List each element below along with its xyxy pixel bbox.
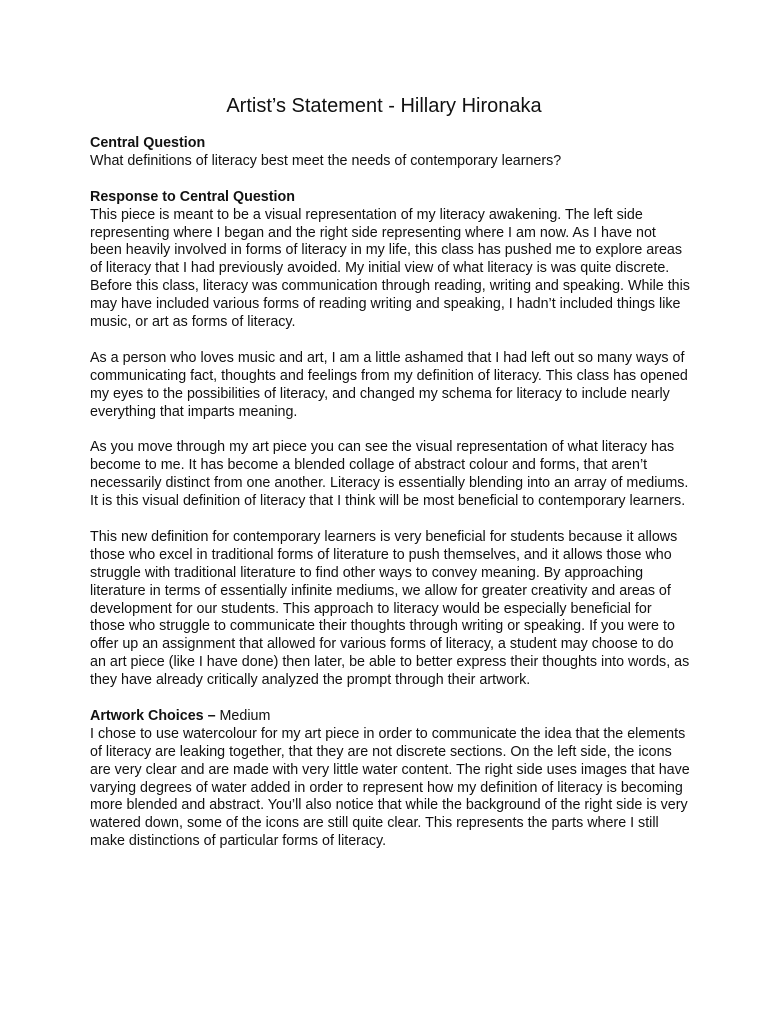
artwork-section [90,708,690,851]
central-question-text: What definitions of literacy best meet the needs of contemporary learners? [90,152,562,169]
artwork-heading [90,708,690,726]
response-paragraph: As a person who loves music and art, I am a little ashamed that I had left out so many ways of communicating fact, thoughts and feelings from my definition of literacy. This class has opened my eyes to the possibilities of literacy, and changed my schema for literacy to include nearly everything that imparts meaning. [90,349,688,420]
response-section [90,189,690,690]
artwork-heading-bold: Artwork Choices – [90,707,216,724]
document-body [90,135,690,869]
response-paragraph: As you move through my art piece you can see the visual representation of what literacy has become to me. It has become a blended collage of abstract colour and forms, that aren’t necessarily distinct from one another. Literacy is essentially blending into an array of mediums. It is this visual definition of literacy that I think will be most beneficial to contemporary learners. [90,439,689,510]
response-paragraph: This new definition for contemporary learners is very beneficial for students because it allows those who excel in traditional forms of literature to push themselves, and it allows those who struggle with traditional literature to find other ways to convey meaning. By approaching literature in terms of essentially infinite mediums, we allow for greater creativity and areas of development for our students. This approach to literacy would be especially beneficial for those who struggle to communicate their thoughts through writing or speaking. If you were to offer up an assignment that allowed for various forms of literacy, a student may choose to do an art piece (like I have done) then later, be able to better express their thoughts into words, as they have already critically analyzed the prompt through their artwork. [90,528,690,689]
artwork-heading-medium: Medium [215,707,271,724]
response-paragraph: This piece is meant to be a visual representation of my literacy awakening. The left side representing where I began and the right side representing where I am now. As I have not been heavily involved in forms of literacy in my life, this class has pushed me to explore areas of literacy that I had previously avoided. My initial view of what literacy is was quite discrete. Before this class, literacy was communication through reading, writing and speaking. While this may have included various forms of reading writing and speaking, I hadn’t included things like music, or art as forms of literacy. [90,206,690,331]
central-question-heading: Central Question [90,135,206,151]
artwork-text: I chose to use watercolour for my art piece in order to communicate the idea that the elements of literacy are leaking together, that they are not discrete sections. On the left side, the icons are very clear and are made with very little water content. The right side uses images that have varying degrees of water added in order to represent how my definition of literacy is becoming more blended and abstract. You’ll also notice that while the background of the right side is very watered down, some of the icons are still quite clear. This represents the parts where I still make distinctions of particular forms of literacy. [90,725,690,850]
document-title: Artist’s Statement - Hillary Hironaka [226,95,542,117]
response-heading: Response to Central Question [90,188,295,205]
central-question-section [90,135,690,171]
